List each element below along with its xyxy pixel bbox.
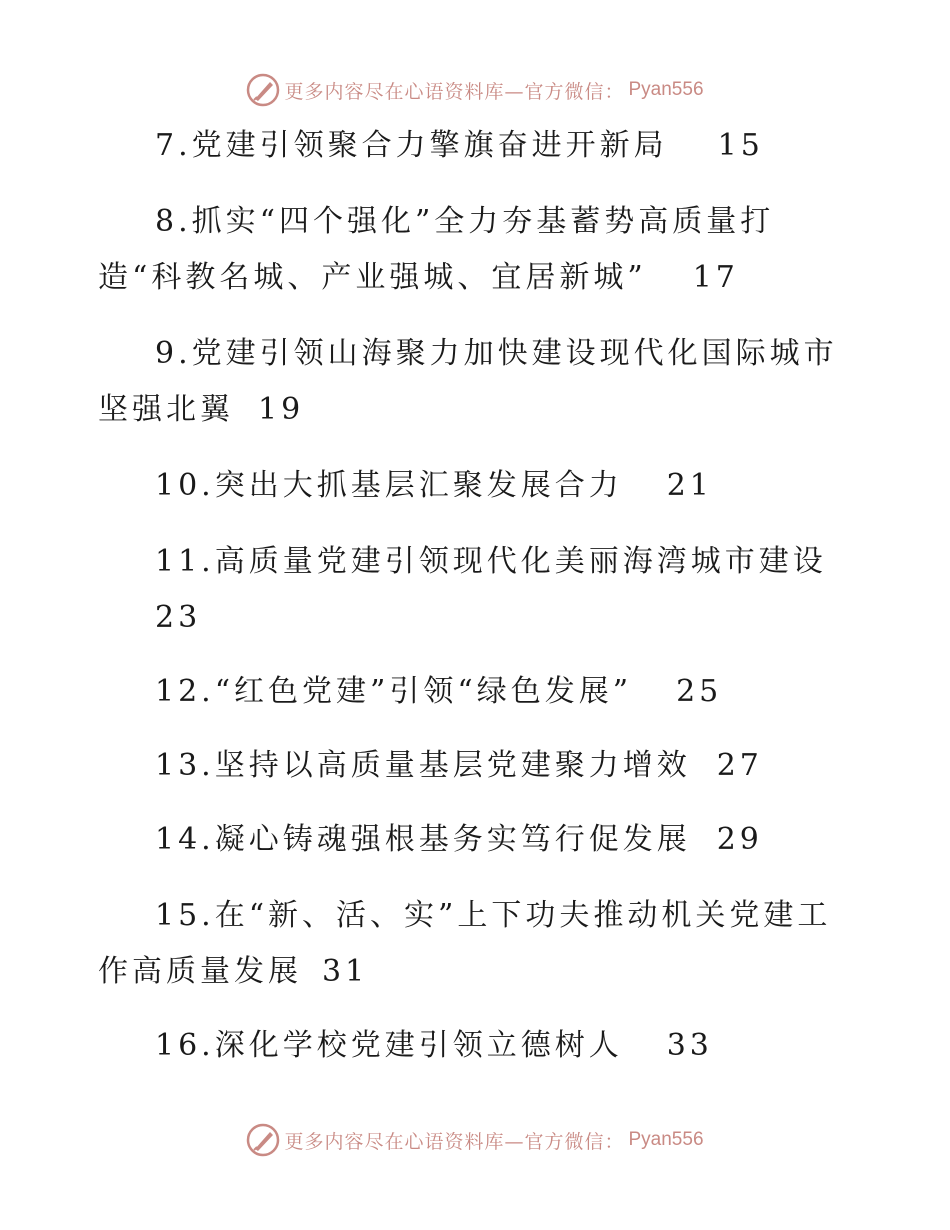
wechat-id: Pyan556 [628,79,704,100]
toc-entry-page: 17 [692,260,739,295]
toc-entry-page: 29 [716,822,763,857]
watermark-text: 更多内容尽在心语资料库—官方微信： [284,1130,625,1153]
toc-entry-13 [155,746,763,786]
toc-entry-page: 15 [717,128,764,163]
toc-entry-9-cont [98,390,304,430]
toc-entry-title: 10.突出大抓基层汇聚发展合力 [155,468,623,503]
toc-entry-page: 33 [666,1028,713,1063]
toc-entry-page: 25 [676,674,723,709]
quill-pen-seal-icon [246,1123,280,1157]
toc-entry-12 [155,672,722,712]
toc-entry-15-cont [98,952,368,992]
toc-entry-title: 16.深化学校党建引领立德树人 [155,1028,623,1063]
toc-entry-16 [155,1026,713,1066]
toc-entry-title: 12.“红色党建”引领“绿色发展” [155,674,633,709]
toc-entry-title: 14.凝心铸魂强根基务实笃行促发展 [155,822,691,857]
toc-entry-title: 13.坚持以高质量基层党建聚力增效 [155,748,691,783]
watermark-text: 更多内容尽在心语资料库—官方微信： [284,80,625,103]
toc-entry-title-cont: 作高质量发展 [98,954,302,989]
toc-entry-page: 21 [666,468,713,503]
toc-entry-title: 8.抓实“四个强化”全力夯基蓄势高质量打 [155,204,775,239]
toc-entry-page: 27 [716,748,763,783]
toc-entry-8-cont [98,258,739,298]
toc-entry-15 [155,896,831,936]
wechat-id: Pyan556 [628,1129,704,1150]
toc-entry-page: 23 [155,600,202,635]
toc-entry-14 [155,820,763,860]
toc-entry-title-cont: 造“科教名城、产业强城、宜居新城” [98,260,647,295]
toc-entry-title-cont: 坚强北翼 [98,392,234,427]
toc-entry-title: 9.党建引领山海聚力加快建设现代化国际城市 [155,336,838,371]
toc-entry-8 [155,202,774,242]
toc-entry-11 [155,542,827,582]
toc-entry-title: 15.在“新、活、实”上下功夫推动机关党建工 [155,898,832,933]
toc-entry-page: 31 [322,954,369,989]
toc-entry-10 [155,466,713,506]
toc-entry-7 [155,126,764,166]
toc-entry-title: 7.党建引领聚合力擎旗奋进开新局 [155,128,668,163]
toc-entry-page: 19 [258,392,305,427]
watermark-footer [0,1120,950,1160]
toc-entry-9 [155,334,838,374]
toc-entry-title: 11.高质量党建引领现代化美丽海湾城市建设 [155,544,827,579]
toc-entry-11-page [155,598,201,638]
